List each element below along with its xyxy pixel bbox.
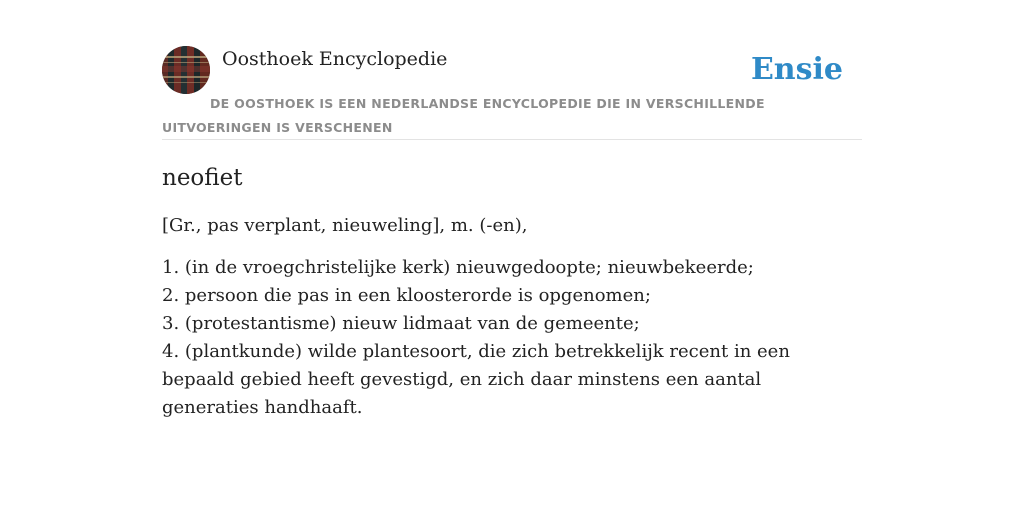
site-header: [162, 46, 862, 140]
definition-item: 1. (in de vroegchristelijke kerk) nieuwgedoopte; nieuwbekeerde;: [162, 257, 754, 278]
site-title[interactable]: Oosthoek Encyclopedie: [222, 48, 448, 70]
definition-item: 2. persoon die pas in een kloosterorde is opgenomen;: [162, 285, 651, 306]
definition-item: 3. (protestantisme) nieuw lidmaat van de gemeente;: [162, 313, 640, 334]
entry-etymology: [Gr., pas verplant, nieuweling], m. (-en),: [162, 215, 528, 236]
definition-list: [162, 254, 862, 422]
avatar[interactable]: [162, 46, 210, 94]
entry-term: neofiet: [162, 165, 243, 191]
book-spines-icon: [162, 46, 210, 94]
brand-logo[interactable]: Ensie: [750, 52, 843, 87]
definition-item: 4. (plantkunde) wilde plantesoort, die zich betrekkelijk recent in een bepaald gebied heeft gevestigd, en zich daar minstens een aantal generaties handhaaft.: [162, 341, 790, 418]
entry-content: [162, 160, 862, 422]
site-tagline: DE OOSTHOEK IS EEN NEDERLANDSE ENCYCLOPEDIE DIE IN VERSCHILLENDE UITVOERINGEN IS VERSCHENEN: [162, 96, 765, 135]
